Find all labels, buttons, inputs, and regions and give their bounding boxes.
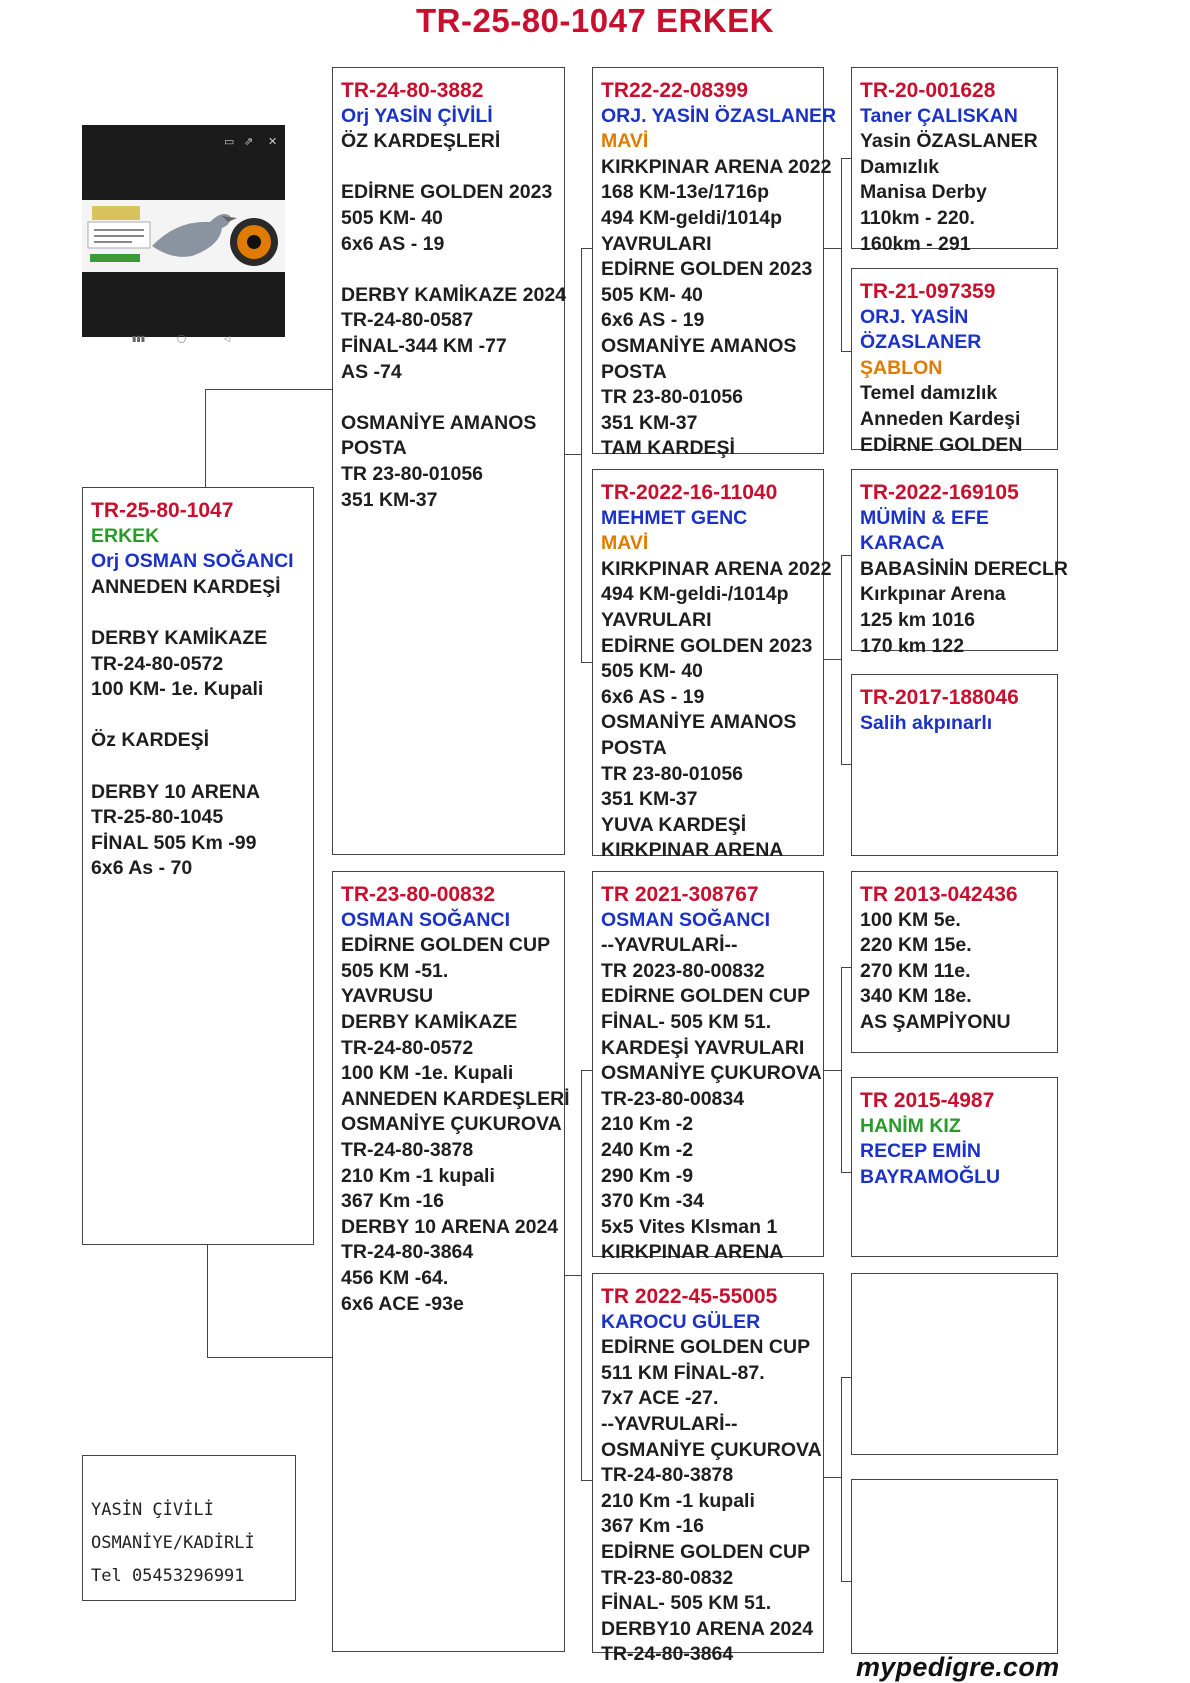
pedigree-line: 351 KM-37 [341, 488, 438, 511]
pedigree-line: OSMANİYE AMANOS [341, 411, 537, 434]
pedigree-line: Taner ÇALISKAN [860, 104, 1018, 127]
pedigree-line: 367 Km -16 [341, 1190, 444, 1213]
pedigree-line: YAVRULARI [601, 608, 712, 631]
connector [841, 555, 851, 556]
spacer [341, 155, 558, 181]
pedigree-line: 100 KM -1e. Kupali [341, 1062, 514, 1085]
subject-box [82, 487, 314, 1245]
pedigree-line: 100 KM- 1e. Kupali [91, 678, 264, 701]
pedigree-line: EDİRNE GOLDEN CUP [341, 934, 551, 957]
owner-phone: Tel 05453296991 [91, 1566, 245, 1586]
pedigree-line: 290 Km -9 [601, 1164, 694, 1187]
pedigree-line: OSMANİYE ÇUKUROVA [601, 1438, 822, 1461]
connector [207, 1357, 332, 1358]
pedigree-line: TR 23-80-01056 [601, 762, 744, 785]
pedigree-line: --YAVRULARİ-- [601, 934, 738, 957]
pedigree-line: --YAVRULARİ-- [601, 1412, 738, 1435]
pedigree-line: KARDEŞİ YAVRULARI [601, 1036, 805, 1059]
pedigree-line: TR-24-80-0587 [341, 309, 474, 332]
pedigree-line: 168 KM-13e/1716p [601, 181, 770, 204]
connector [824, 248, 841, 249]
pedigree-line: 5x5 Vites Klsman 1 [601, 1215, 778, 1238]
connector [841, 1377, 842, 1581]
pedigree-line: Manisa Derby [860, 181, 987, 204]
connector [205, 389, 206, 487]
spacer [341, 257, 558, 283]
connector [841, 967, 851, 968]
ring-number: TR-21-097359 [860, 280, 996, 303]
pedigree-line: ERKEK [91, 524, 160, 547]
pedigree-line: TR-23-80-0832 [601, 1566, 734, 1589]
pedigree-line: MAVİ [601, 130, 649, 153]
ring-number: TR 2013-042436 [860, 883, 1018, 906]
ddd-box [851, 1479, 1058, 1654]
pedigree-line: 494 KM-geldi/1014p [601, 206, 782, 229]
pedigree-line: 505 KM- 40 [601, 283, 703, 306]
pedigree-line: DERBY10 ARENA 2024 [601, 1617, 814, 1640]
pedigree-line: OSMAN SOĞANCI [601, 908, 771, 931]
dam-box [332, 871, 570, 1652]
pedigree-line: 505 KM- 40 [601, 660, 703, 683]
pedigree-line: TR-25-80-1045 [91, 806, 224, 829]
pedigree-line: 340 KM 18e. [860, 985, 972, 1008]
pedigree-line: Salih akpınarlı [860, 711, 993, 734]
ssd-box [851, 268, 1058, 456]
sire-sire-box [592, 67, 837, 460]
pedigree-line: 6x6 AS - 19 [341, 232, 445, 255]
sire-box [332, 67, 565, 855]
pedigree-line: POSTA [601, 360, 667, 383]
pedigree-line: DERBY KAMİKAZE [91, 626, 268, 649]
connector [581, 1070, 582, 1480]
ring-number: TR-20-001628 [860, 79, 996, 102]
connector [565, 454, 581, 455]
pedigree-line: Temel damızlık [860, 382, 998, 405]
pedigree-line: EDİRNE GOLDEN CUP [601, 985, 811, 1008]
spacer [341, 385, 558, 411]
pedigree-line: 110km - 220. [860, 206, 975, 229]
pedigree-line: 6x6 AS - 19 [601, 685, 705, 708]
ring-number: TR 2015-4987 [860, 1089, 995, 1112]
connector [824, 1477, 841, 1478]
pedigree-line: DERBY 10 ARENA [91, 780, 261, 803]
pedigree-line: KAROCU GÜLER [601, 1310, 761, 1333]
connector [841, 1172, 851, 1173]
pedigree-line: 125 km 1016 [860, 608, 975, 631]
connector [841, 764, 851, 765]
spacer [91, 754, 307, 780]
pedigree-line: EDİRNE GOLDEN 2023 [601, 258, 813, 281]
footer-brand: mypedigre.com [856, 1652, 1060, 1682]
connector [841, 351, 851, 352]
pedigree-line: OSMANİYE ÇUKUROVA [601, 1062, 822, 1085]
pedigree-line: DERBY KAMİKAZE 2024 [341, 283, 567, 306]
pedigree-line: TR-24-80-0572 [341, 1036, 474, 1059]
connector [841, 1377, 851, 1378]
pedigree-line: KIRKPINAR ARENA 2022 [601, 557, 832, 580]
spacer [91, 703, 307, 729]
pedigree-line: YUVA KARDEŞİ [601, 813, 747, 836]
owner-location: OSMANİYE/KADİRLİ [91, 1533, 255, 1553]
connector [841, 967, 842, 1172]
connector [841, 158, 842, 351]
pedigree-line: TAM KARDEŞİ [601, 437, 735, 460]
pedigree-line: 100 KM 5e. [860, 908, 961, 931]
pedigree-line: 351 KM-37 [601, 788, 698, 811]
pedigree-line: 6x6 As - 70 [91, 857, 193, 880]
close-icon: ✕ [268, 136, 278, 148]
ring-number: TR 2022-45-55005 [601, 1285, 778, 1308]
pedigree-line: ANNEDEN KARDEŞİ [91, 575, 281, 598]
pedigree-line: POSTA [341, 437, 407, 460]
pedigree-line: YAVRULARI [601, 232, 712, 255]
pedigree-line: EDİRNE GOLDEN CUP [601, 1540, 811, 1563]
pedigree-line: DERBY KAMİKAZE [341, 1010, 518, 1033]
sss-box [851, 67, 1058, 255]
pedigree-line: OSMAN SOĞANCI [341, 908, 511, 931]
connector [581, 662, 592, 663]
connector [824, 1070, 841, 1071]
pedigree-line: OSMANİYE AMANOS [601, 334, 797, 357]
pedigree-line: TR 23-80-01056 [341, 462, 484, 485]
pedigree-line: 220 KM 15e. [860, 934, 972, 957]
pedigree-line: TR-24-80-0572 [91, 652, 224, 675]
pedigree-line: TR-24-80-3864 [601, 1643, 734, 1666]
pedigree-line: ÖZASLANER [860, 331, 982, 354]
pedigree-line: Kırkpınar Arena [860, 583, 1006, 606]
share-icon: ⇗ [244, 136, 254, 148]
connector [565, 1275, 581, 1276]
pedigree-line: Damızlık [860, 155, 940, 178]
dam-sire-box [592, 871, 824, 1264]
pedigree-line: KARACA [860, 532, 945, 555]
pedigree-line: AS ŞAMPİYONU [860, 1010, 1011, 1033]
pedigree-line: KIRKPINAR ARENA [601, 839, 784, 862]
ring-number: TR-24-80-3882 [341, 79, 484, 102]
pedigree-line: ŞABLON [860, 356, 943, 379]
pedigree-line: BABASİNİN DERECLR [860, 557, 1069, 580]
menu-icon: ▮▮▮ [132, 334, 146, 343]
connector [205, 389, 332, 390]
pedigree-line: FİNAL 505 Km -99 [91, 831, 257, 854]
pedigree-line: EDİRNE GOLDEN [860, 433, 1023, 456]
connector [581, 248, 592, 249]
pedigree-line: KIRKPINAR ARENA 2022 [601, 155, 832, 178]
pedigree-line: KIRKPINAR ARENA [601, 1241, 784, 1264]
dam-dam-box [592, 1273, 824, 1666]
pedigree-line: HANİM KIZ [860, 1114, 961, 1137]
pedigree-line: ORJ. YASİN [860, 305, 969, 328]
pedigree-line: TR-23-80-00834 [601, 1087, 745, 1110]
pedigree-line: RECEP EMİN [860, 1140, 981, 1163]
pedigree-line: 505 KM -51. [341, 959, 449, 982]
pedigree-line: 7x7 ACE -27. [601, 1387, 719, 1410]
pedigree-line: 456 KM -64. [341, 1266, 449, 1289]
ring-number: TR 2021-308767 [601, 883, 759, 906]
pedigree-line: Yasin ÖZASLANER [860, 130, 1038, 153]
pedigree-line: 240 Km -2 [601, 1138, 694, 1161]
pedigree-line: EDİRNE GOLDEN CUP [601, 1336, 811, 1359]
pigeon-icon [82, 200, 285, 272]
pedigree-line: 505 KM- 40 [341, 206, 443, 229]
dss-box [851, 871, 1058, 1053]
minimize-icon: ▭ [224, 136, 235, 148]
pedigree-line: 210 Km -2 [601, 1113, 694, 1136]
pedigree-line: FİNAL- 505 KM 51. [601, 1592, 772, 1615]
pedigree-line: TR-24-80-3878 [601, 1464, 734, 1487]
pedigree-line: OSMANİYE AMANOS [601, 711, 797, 734]
pedigree-line: FİNAL-344 KM -77 [341, 334, 507, 357]
pedigree-line: MEHMET GENC [601, 506, 748, 529]
pedigree-line: ORJ. YASİN ÖZASLANER [601, 104, 837, 127]
pedigree-line: Orj YASİN ÇİVİLİ [341, 104, 493, 127]
pedigree-line: 351 KM-37 [601, 411, 698, 434]
pedigree-line: POSTA [601, 736, 667, 759]
pedigree-line: FİNAL- 505 KM 51. [601, 1010, 772, 1033]
pedigree-line: TR 23-80-01056 [601, 386, 744, 409]
pedigree-line: ANNEDEN KARDEŞLERİ [341, 1087, 570, 1110]
pedigree-line: DERBY 10 ARENA 2024 [341, 1215, 559, 1238]
home-icon: ◯ [177, 334, 186, 343]
spacer [91, 600, 307, 626]
pedigree-line: Öz KARDEŞİ [91, 729, 210, 752]
ring-number: TR-2022-16-11040 [601, 481, 778, 504]
pedigree-line: Orj OSMAN SOĞANCI [91, 550, 294, 573]
dds-box [851, 1273, 1058, 1455]
sds-box [851, 469, 1069, 657]
ring-number: TR-23-80-00832 [341, 883, 496, 906]
pedigree-line: 210 Km -1 kupali [341, 1164, 495, 1187]
pedigree-line: 367 Km -16 [601, 1515, 704, 1538]
sdd-box [851, 674, 1058, 856]
page-title: TR-25-80-1047 ERKEK [416, 2, 774, 39]
pedigree-line: MÜMİN & EFE [860, 506, 989, 529]
pedigree-line: AS -74 [341, 360, 402, 383]
ring-number: TR22-22-08399 [601, 79, 749, 102]
pedigree-line: Anneden Kardeşi [860, 407, 1021, 430]
owner-info-box [82, 1455, 296, 1601]
pedigree-line: TR 2023-80-00832 [601, 959, 765, 982]
connector [581, 1480, 592, 1481]
owner-name: YASİN ÇİVİLİ [91, 1500, 214, 1520]
connector [841, 555, 842, 764]
sire-dam-box [592, 469, 832, 862]
connector [207, 1245, 208, 1357]
connector [841, 158, 851, 159]
pedigree-line: 6x6 ACE -93e [341, 1292, 464, 1315]
pedigree-line: EDİRNE GOLDEN 2023 [601, 634, 813, 657]
pedigree-line: TR-24-80-3878 [341, 1138, 474, 1161]
ring-number: TR-25-80-1047 [91, 499, 234, 522]
dsd-box [851, 1077, 1058, 1257]
pedigree-line: OSMANİYE ÇUKUROVA [341, 1113, 562, 1136]
ring-number: TR-2022-169105 [860, 481, 1019, 504]
connector [824, 659, 841, 660]
back-icon: ◁ [224, 334, 231, 343]
pedigree-line: 170 km 122 [860, 634, 965, 657]
pedigree-line: ÖZ KARDEŞLERİ [341, 130, 501, 153]
pedigree-line: 6x6 AS - 19 [601, 309, 705, 332]
connector [581, 1070, 592, 1071]
pedigree-line: BAYRAMOĞLU [860, 1165, 1001, 1188]
pedigree-line: 210 Km -1 kupali [601, 1489, 755, 1512]
pigeon-photo [82, 125, 285, 345]
pedigree-line: 370 Km -34 [601, 1190, 704, 1213]
pedigree-line: 511 KM FİNAL-87. [601, 1361, 765, 1384]
pedigree-line: 494 KM-geldi-/1014p [601, 583, 789, 606]
pedigree-line: MAVİ [601, 532, 649, 555]
pedigree-line: 160km - 291 [860, 232, 971, 255]
pedigree-line: EDİRNE GOLDEN 2023 [341, 181, 553, 204]
connector [841, 1581, 851, 1582]
pedigree-line: TR-24-80-3864 [341, 1241, 474, 1264]
pedigree-line: 270 KM 11e. [860, 959, 971, 982]
pedigree-line: YAVRUSU [341, 985, 434, 1008]
ring-number: TR-2017-188046 [860, 686, 1019, 709]
connector [581, 248, 582, 662]
